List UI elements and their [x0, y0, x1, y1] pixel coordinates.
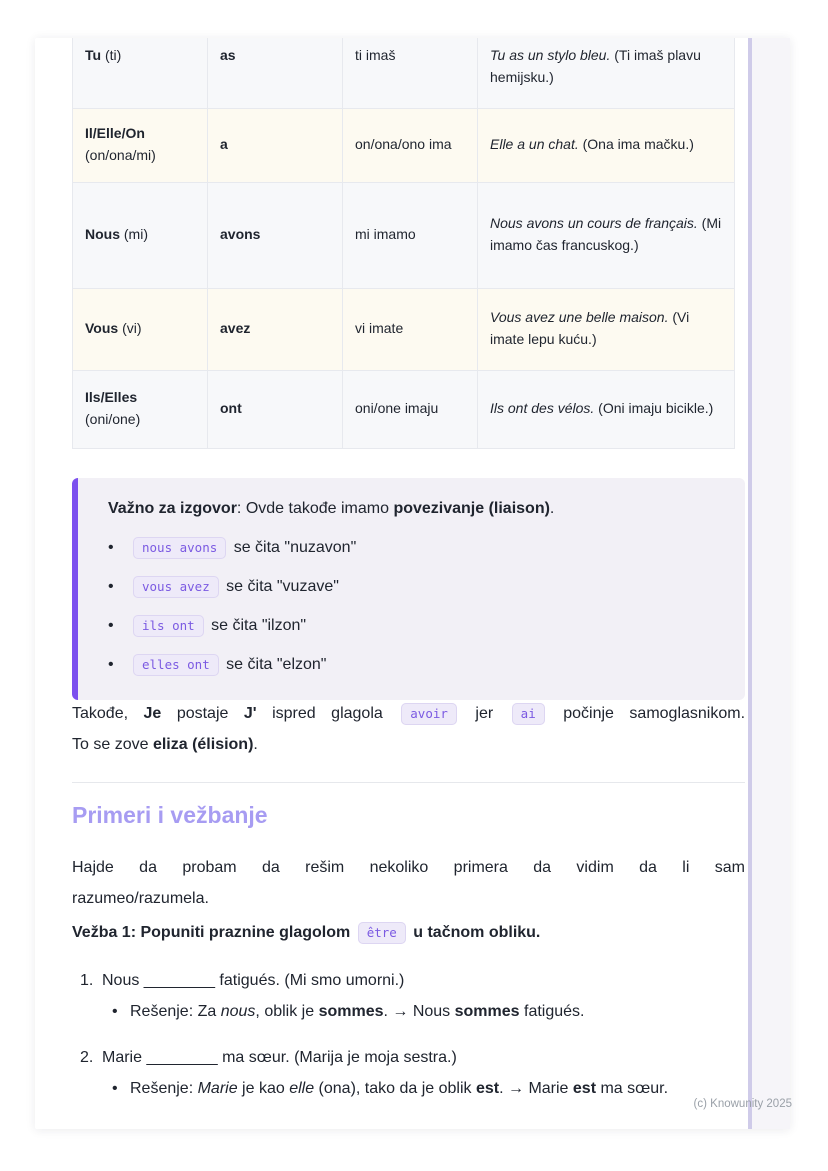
- pronoun-bold: Nous: [85, 226, 120, 243]
- paragraph-line: Takođe, Je postaje J' ispred glagola avoir jer ai počinje samoglasnikom.: [72, 698, 745, 729]
- list-item: [104, 652, 721, 678]
- cell-meaning: on/ona/ono ima: [343, 108, 478, 182]
- cell-example: [478, 38, 735, 108]
- list-item: [104, 613, 721, 639]
- cell-example: [478, 182, 735, 288]
- document-page: [35, 38, 790, 1129]
- cell-meaning: vi imate: [343, 288, 478, 370]
- pronoun-note: (on/ona/mi): [85, 147, 156, 163]
- list-number: 1.: [80, 972, 94, 989]
- cell-example: [478, 108, 735, 182]
- cell-verb-form: as: [208, 38, 343, 108]
- code-chip: ai: [512, 703, 545, 725]
- bullet-icon: •: [112, 1080, 118, 1097]
- pronoun-note: (mi): [120, 226, 148, 243]
- question-text: Marie ________ ma sœur. (Marija je moja sestra.): [102, 1049, 457, 1066]
- exercise-item-1: [72, 966, 745, 1027]
- list-item-text: se čita "vuzave": [221, 578, 339, 595]
- cell-pronoun: [73, 182, 208, 288]
- example-serbian: (Mi imamo čas francuskog.): [490, 215, 722, 253]
- code-chip: nous avons: [133, 537, 226, 559]
- answer-blank: ________: [146, 1049, 218, 1066]
- solution-text: Rešenje: Marie je kao elle (ona), tako da je oblik est. → Marie est ma sœur.: [130, 1080, 669, 1097]
- example-french: Tu as un stylo bleu.: [490, 47, 611, 63]
- example-serbian: (Ti imaš plavu hemijsku.): [490, 47, 701, 85]
- exercise-heading: Vežba 1: Popuniti praznine glagolom être u tačnom obliku.: [72, 924, 540, 942]
- callout-pronunciation: [72, 478, 745, 700]
- document-content: [72, 38, 745, 1129]
- exercise-item-2: [72, 1043, 745, 1104]
- cell-verb-form: avez: [208, 288, 343, 370]
- callout-title-bold: Važno za izgovor: [108, 500, 237, 517]
- cell-example: [478, 370, 735, 448]
- table-row-ils-elles: [73, 370, 735, 448]
- example-serbian: (Oni imaju bicikle.): [594, 400, 714, 417]
- answer-blank: ________: [143, 972, 215, 989]
- exercise-list: [72, 966, 745, 1120]
- question-line: [72, 966, 745, 996]
- example-french: Elle a un chat.: [490, 136, 579, 153]
- callout-title-text: : Ovde takođe imamo: [236, 500, 394, 517]
- conjugation-table-wrap: [72, 38, 735, 449]
- table-row-vous: [73, 288, 735, 370]
- bullet-icon: •: [108, 539, 114, 556]
- code-chip: ils ont: [133, 615, 204, 637]
- cell-pronoun: [73, 370, 208, 448]
- pronoun-note: (oni/one): [85, 411, 141, 427]
- cell-meaning: oni/one imaju: [343, 370, 478, 448]
- copyright-watermark: (c) Knowunity 2025: [693, 1098, 792, 1110]
- code-chip: avoir: [401, 703, 457, 725]
- pronoun-bold: Ils/Elles: [85, 389, 138, 406]
- pronoun-note: (ti): [101, 47, 122, 63]
- example-serbian: (Ona ima mačku.): [578, 136, 694, 153]
- cell-example: [478, 288, 735, 370]
- list-item-text: se čita "ilzon": [206, 617, 307, 634]
- cell-verb-form: ont: [208, 370, 343, 448]
- solution-line: [72, 1074, 745, 1104]
- example-french: Ils ont des vélos.: [490, 400, 595, 417]
- paragraph-line: To se zove eliza (élision).: [72, 736, 258, 753]
- solution-text: Rešenje: Za nous, oblik je sommes. → Nous sommes fatigués.: [130, 1003, 585, 1020]
- paragraph-line: razumeo/razumela.: [72, 890, 209, 907]
- code-chip: elles ont: [133, 654, 219, 676]
- cell-pronoun: [73, 108, 208, 182]
- solution-line: [72, 997, 745, 1027]
- list-item: [104, 535, 721, 561]
- list-item-text: se čita "nuzavon": [229, 539, 357, 556]
- pronoun-bold: Vous: [85, 320, 119, 337]
- callout-title-end: .: [549, 500, 555, 517]
- paragraph-intro: [72, 852, 745, 914]
- paragraph-line: Hajde da probam da rešim nekoliko primera da vidim da li sam: [72, 859, 745, 876]
- callout-title: [108, 496, 721, 522]
- pronoun-bold: Il/Elle/On: [85, 125, 145, 142]
- cell-verb-form: avons: [208, 182, 343, 288]
- code-chip: vous avez: [133, 576, 219, 598]
- table-row-il-elle-on: [73, 108, 735, 182]
- cell-meaning: mi imamo: [343, 182, 478, 288]
- bullet-icon: •: [112, 1003, 118, 1020]
- bullet-icon: •: [108, 578, 114, 595]
- pronoun-note: (vi): [118, 320, 142, 337]
- bullet-icon: •: [108, 617, 114, 634]
- liaison-list: [104, 535, 721, 678]
- list-item: [104, 574, 721, 600]
- list-number: 2.: [80, 1049, 94, 1066]
- question-line: [72, 1043, 745, 1073]
- example-french: Vous avez une belle maison.: [490, 309, 669, 326]
- cell-meaning: ti imaš: [343, 38, 478, 108]
- code-chip: être: [358, 922, 406, 944]
- callout-title-bold2: povezivanje (liaison): [393, 500, 550, 517]
- example-french: Nous avons un cours de français.: [490, 215, 698, 232]
- section-divider: [72, 782, 745, 783]
- cell-verb-form: a: [208, 108, 343, 182]
- paragraph-elision: [72, 698, 745, 760]
- cell-pronoun: [73, 288, 208, 370]
- example-serbian: (Vi imate lepu kuću.): [490, 309, 690, 347]
- table-row-nous: [73, 182, 735, 288]
- scrollbar[interactable]: [748, 38, 790, 1129]
- table-row-tu: [73, 38, 735, 108]
- cell-pronoun: [73, 38, 208, 108]
- question-text: Nous ________ fatigués. (Mi smo umorni.): [102, 972, 405, 989]
- bullet-icon: •: [108, 656, 114, 673]
- pronoun-bold: Tu: [85, 47, 102, 63]
- section-heading: Primeri i vežbanje: [72, 802, 268, 828]
- list-item-text: se čita "elzon": [221, 656, 327, 673]
- conjugation-table: [72, 38, 735, 449]
